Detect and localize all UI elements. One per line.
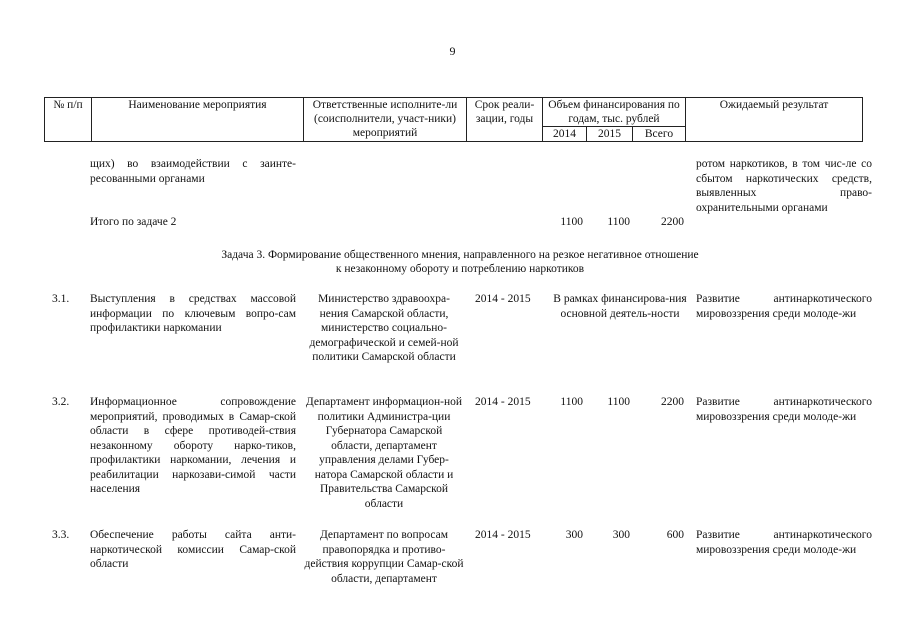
task3-title-line2: к незаконному обороту и потреблению наркотиков [335,263,585,275]
total-task2-label: Итого по задаче 2 [90,216,177,228]
row-3-1-num: 3.1. [52,293,70,305]
continuation-name: щих) во взаимодействии с заинте-ресованными органами [90,158,296,185]
row-3-2-result: Развитие антинаркотического мировоззрения среди молоде-жи [696,396,872,423]
row-3-3-2014: 300 [565,529,583,541]
header-executors: Ответственные исполните-ли (соисполнители, участ-ники) мероприятий [304,98,467,142]
row-3-3-name: Обеспечение работы сайта анти-наркотической комиссии Самар-ской области [90,529,296,570]
header-financing: Объем финансирования по годам, тыс. рублей [543,98,686,127]
row-3-3-total: 600 [666,529,684,541]
row-3-2-total: 2200 [661,396,684,408]
row-3-2-term: 2014 - 2015 [475,396,531,408]
row-3-3-term: 2014 - 2015 [475,529,531,541]
row-3-1-result: Развитие антинаркотического мировоззрения среди молоде-жи [696,293,872,320]
header-term: Срок реали-зации, годы [467,98,543,142]
header-result: Ожидаемый результат [686,98,863,142]
row-3-2-num: 3.2. [52,396,70,408]
row-3-1-financing-note: В рамках финансирова-ния основной деятель-ности [553,293,687,320]
header-total: Всего [633,127,686,142]
row-3-1-executors: Министерство здравоохра-нения Самарской области, министерство социально-демографической и семей-ной политики Самарской области [309,293,459,363]
row-3-3-result: Развитие антинаркотического мировоззрения среди молоде-жи [696,529,872,556]
table-header [44,97,863,142]
row-3-3-executors: Департамент по вопросам правопорядка и противо-действия коррупции Самар-ской области, департамент [304,529,464,585]
row-3-2-2015: 1100 [607,396,630,408]
total-task2-2015: 1100 [607,216,630,228]
header-num: № п/п [45,98,92,142]
row-3-2-name: Информационное сопровождение мероприятий, проводимых в Самар-ской области в сфере противодей-ствия незаконному обороту нарко-тиков, профилактики наркомании, лечения и реабилитации наркозави-симой части населения [90,396,296,495]
row-3-1-name: Выступления в средствах массовой информации по ключевым вопро-сам профилактики наркомании [90,293,296,334]
total-task2-2014: 1100 [560,216,583,228]
header-year-2014: 2014 [543,127,587,142]
row-3-1-term: 2014 - 2015 [475,293,531,305]
continuation-result: ротом наркотиков, в том чис-ле со сбытом наркотических средств, выявленных право-охранительными органами [696,158,872,214]
row-3-2-2014: 1100 [560,396,583,408]
row-3-3-2015: 300 [612,529,630,541]
task3-title-line1: Задача 3. Формирование общественного мнения, направленного на резкое негативное отношение [221,249,699,261]
row-3-3-num: 3.3. [52,529,70,541]
row-3-2-executors: Департамент информацион-ной политики Администра-ции Губернатора Самарской области, департамент управления делами Губер-натора Самарской области и Правительства Самарской области [305,396,463,510]
header-name: Наименование мероприятия [92,98,304,142]
page-number: 9 [449,44,456,58]
total-task2-total: 2200 [661,216,684,228]
header-year-2015: 2015 [587,127,633,142]
